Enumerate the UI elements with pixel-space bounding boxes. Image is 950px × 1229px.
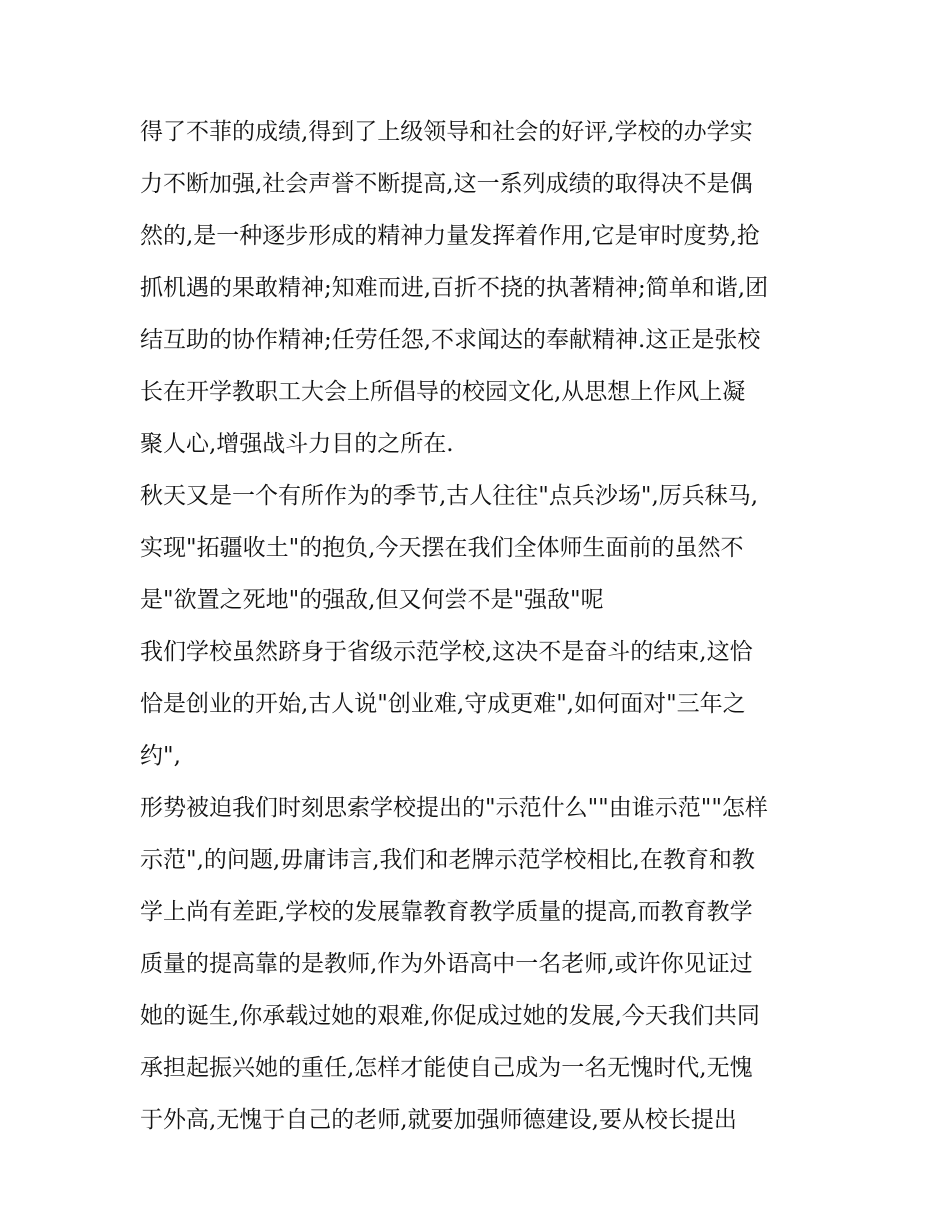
- text-line: 实现"拓疆收土"的抱负,今天摆在我们全体师生面前的虽然不: [140, 535, 744, 561]
- text-line: 示范",的问题,毋庸讳言,我们和老牌示范学校相比,在教育和教: [140, 847, 755, 873]
- text-line: 约",: [140, 743, 181, 769]
- text-line: 她的诞生,你承载过她的艰难,你促成过她的发展,今天我们共同: [140, 1003, 760, 1029]
- text-line: 长在开学教职工大会上所倡导的校园文化,从思想上作风上凝: [140, 379, 746, 405]
- text-line: 结互助的协作精神;任劳任怨,不求闻达的奉献精神.这正是张校: [140, 327, 761, 353]
- text-line: 我们学校虽然跻身于省级示范学校,这决不是奋斗的结束,这恰: [140, 639, 753, 665]
- document-body: [140, 106, 830, 1146]
- text-line: 是"欲置之死地"的强敌,但又何尝不是"强敌"呢: [140, 587, 604, 613]
- text-line: 抓机遇的果敢精神;知难而进,百折不挠的执著精神;简单和谐,团: [140, 275, 769, 301]
- text-line: 力不断加强,社会声誉不断提高,这一系列成绩的取得决不是偶: [140, 171, 753, 197]
- text-line: 形势被迫我们时刻思索学校提出的"示范什么""由谁示范""怎样: [140, 795, 768, 821]
- text-line: 恰是创业的开始,古人说"创业难,守成更难",如何面对"三年之: [140, 691, 746, 717]
- text-line: 聚人心,增强战斗力目的之所在.: [140, 431, 454, 457]
- text-line: 然的,是一种逐步形成的精神力量发挥着作用,它是审时度势,抢: [140, 223, 760, 249]
- text-line: 学上尚有差距,学校的发展靠教育教学质量的提高,而教育教学: [140, 899, 753, 925]
- text-line: 秋天又是一个有所作为的季节,古人往往"点兵沙场",厉兵秣马,: [140, 483, 759, 509]
- text-line: 承担起振兴她的重任,怎样才能使自己成为一名无愧时代,无愧: [140, 1055, 753, 1081]
- text-line: 于外高,无愧于自己的老师,就要加强师德建设,要从校长提出: [140, 1107, 737, 1133]
- text-line: 得了不菲的成绩,得到了上级领导和社会的好评,学校的办学实: [140, 119, 753, 145]
- text-line: 质量的提高靠的是教师,作为外语高中一名老师,或许你见证过: [140, 951, 753, 977]
